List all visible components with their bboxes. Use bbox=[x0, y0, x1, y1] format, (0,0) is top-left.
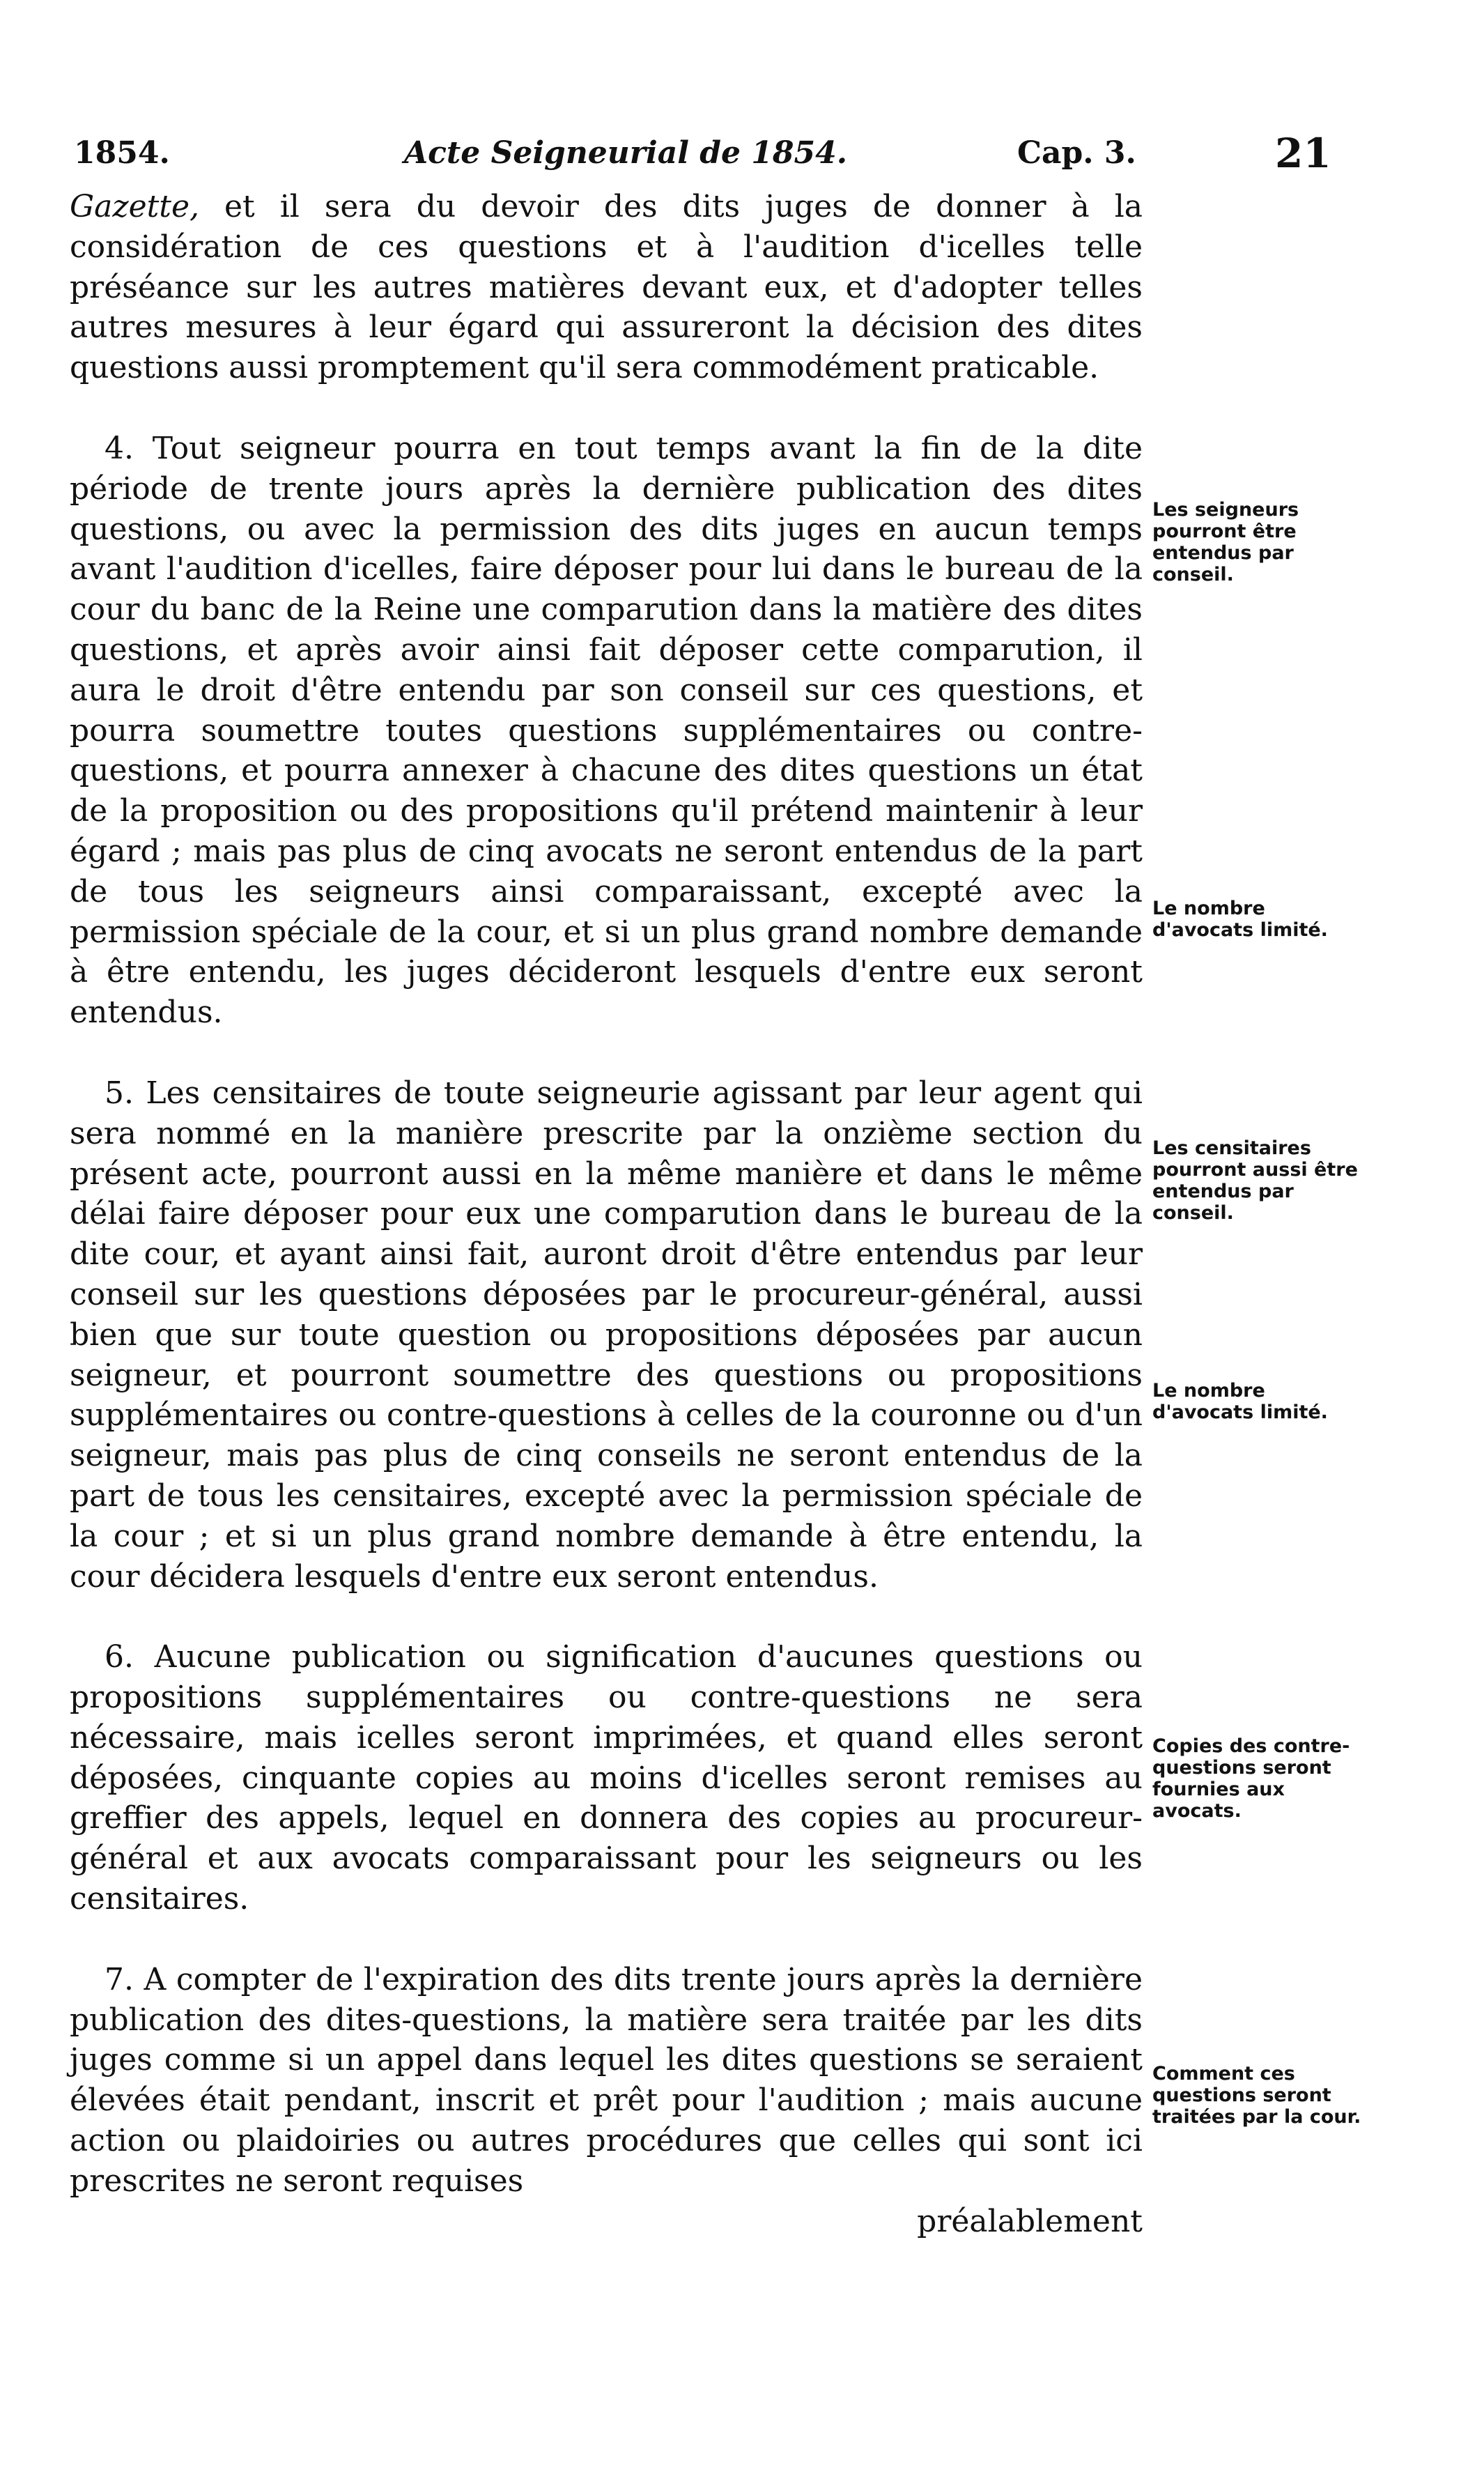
marginal-note-copies: Copies des contre-questions seront fournies aux avocats. bbox=[1152, 1735, 1350, 1822]
marginal-note-comment-traitees: Comment ces questions seront traitées par la cour. bbox=[1152, 2063, 1361, 2128]
running-head-year: 1854. bbox=[74, 135, 170, 171]
page-number: 21 bbox=[1275, 130, 1331, 177]
running-head bbox=[70, 125, 1379, 181]
paragraph-text: et il sera du devoir des dits juges de donner à la considération de ces questions et à l'audition d'icelles telle préséance sur les autres matières devant eux, et d'adopter telles autres mesures à leur égard qui assureront la décision des dites questions aussi promptement qu'il sera commodément praticable. bbox=[70, 189, 1143, 386]
gazette-italic: Gazette, bbox=[70, 189, 199, 224]
marginal-note-nombre-avocats-censitaires: Le nombre d'avocats limité. bbox=[1152, 1380, 1328, 1423]
running-head-title: Acte Seigneurial de 1854. bbox=[404, 135, 848, 171]
marginal-note-seigneurs-conseil: Les seigneurs pourront être entendus par conseil. bbox=[1152, 499, 1299, 585]
section-6-paragraph: 6. Aucune publication ou signification d'aucunes questions ou propositions supplémentaires ou contre-questions ne sera nécessaire, mais icelles seront imprimées, et quand elles seront déposées, cinquante copies au moins d'icelles seront remises au greffier des appels, lequel en donnera des copies au procureur-général et aux avocats comparaissant pour les seigneurs ou les censitaires. bbox=[70, 1639, 1143, 1917]
marginal-note-nombre-avocats: Le nombre d'avocats limité. bbox=[1152, 898, 1328, 941]
section-7-paragraph: 7. A compter de l'expiration des dits trente jours après la dernière publication des dites-questions, la matière sera traitée par les dits juges comme si un appel dans lequel les dites questions se seraient élevées était pendant, inscrit et prêt pour l'audition ; mais aucune action ou plaidoiries ou autres procédures que celles qui sont ici prescrites ne seront requises bbox=[70, 1961, 1143, 2199]
paragraph-continuation bbox=[70, 187, 1143, 388]
catchword: préalablement bbox=[917, 2203, 1143, 2239]
section-4-paragraph: 4. Tout seigneur pourra en tout temps avant la fin de la dite période de trente jours après la dernière publication des dites questions, ou avec la permission des dits juges en aucun temps avant l'audition d'icelles, faire déposer pour lui dans le bureau de la cour du banc de la Reine une comparution dans la matière des dites questions, et après avoir ainsi fait déposer cette comparution, il aura le droit d'être entendu par son conseil sur ces questions, et pourra soumettre toutes questions supplémentaires ou contre-questions, et pourra annexer à chacune des dites questions un état de la proposition ou des propositions qu'il prétend maintenir à leur égard ; mais pas plus de cinq avocats ne seront entendus de la part de tous les seigneurs ainsi comparaissant, excepté avec la permission spéciale de la cour, et si un plus grand nombre demande à être entendu, les juges décideront lesquels d'entre eux seront entendus. bbox=[70, 430, 1143, 1031]
marginal-note-censitaires-conseil: Les censitaires pourront aussi être entendus par conseil. bbox=[1152, 1137, 1358, 1224]
section-5-paragraph: 5. Les censitaires de toute seigneurie agissant par leur agent qui sera nommé en la manière prescrite par la onzième section du présent acte, pourront aussi en la même manière et dans le même délai faire déposer pour eux une comparution dans le bureau de la dite cour, et ayant ainsi fait, auront droit d'être entendus par leur conseil sur les questions déposées par le procureur-général, aussi bien que sur toute question ou propositions déposées par aucun seigneur, et pourront soumettre des questions ou propositions supplémentaires ou contre-questions à celles de la couronne ou d'un seigneur, mais pas plus de cinq conseils ne seront entendus de la part de tous les censitaires, excepté avec la permission spéciale de la cour ; et si un plus grand nombre demande à être entendu, la cour décidera lesquels d'entre eux seront entendus. bbox=[70, 1075, 1143, 1595]
running-head-chapter: Cap. 3. bbox=[1017, 135, 1136, 171]
body-text bbox=[70, 187, 1143, 2241]
